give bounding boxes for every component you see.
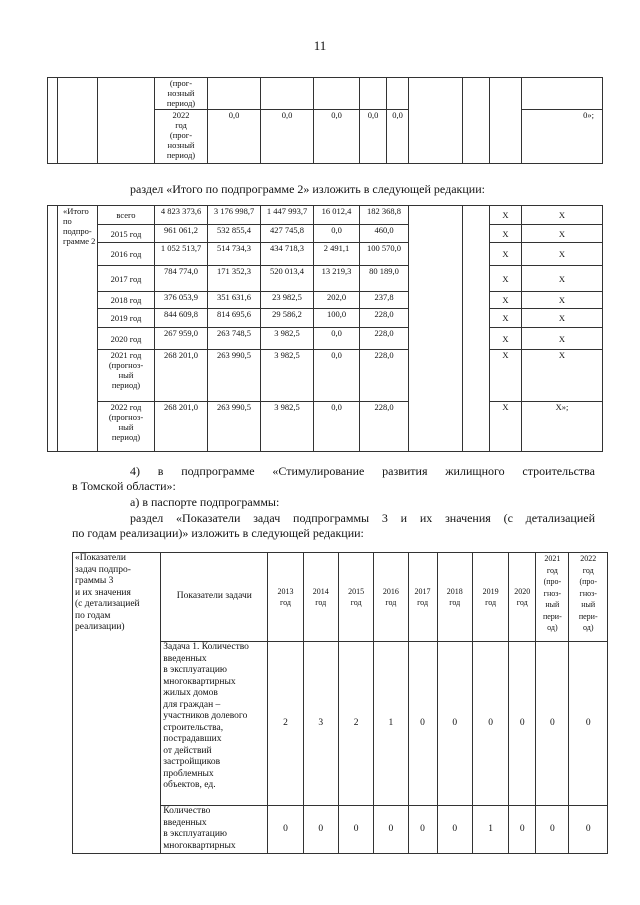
task-line: Задача 1. Количество bbox=[163, 642, 249, 652]
value-cell: 0»; bbox=[522, 110, 603, 164]
empty-cell bbox=[48, 206, 58, 452]
x-cell: Х bbox=[490, 309, 522, 328]
value-cell: 520 013,4 bbox=[261, 266, 314, 292]
label-line: по годам bbox=[75, 610, 111, 621]
value-cell: 3 982,5 bbox=[261, 350, 314, 402]
x-cell: Х bbox=[490, 266, 522, 292]
value-cell bbox=[261, 78, 314, 110]
period-cell: 2019 год bbox=[98, 309, 155, 328]
year-line: 2018 bbox=[446, 586, 463, 596]
value-cell: 228,0 bbox=[360, 309, 409, 328]
value-cell: 0 bbox=[437, 806, 472, 854]
value-cell: 267 959,0 bbox=[155, 328, 208, 350]
task-cell bbox=[161, 806, 268, 854]
value-cell: 0 bbox=[303, 806, 338, 854]
label-line: подпро- bbox=[63, 226, 92, 236]
year-header bbox=[408, 553, 437, 642]
task-cell bbox=[161, 642, 268, 806]
x-cell: Х bbox=[522, 350, 603, 402]
value-cell: 228,0 bbox=[360, 328, 409, 350]
task-line: введенных bbox=[163, 817, 207, 828]
value-cell: 434 718,3 bbox=[261, 243, 314, 266]
period-line: период) bbox=[166, 150, 196, 160]
value-cell bbox=[387, 78, 409, 110]
x-cell: Х bbox=[522, 243, 603, 266]
value-cell: 268 201,0 bbox=[155, 350, 208, 402]
period-line: (прог- bbox=[169, 78, 193, 88]
x-cell: Х bbox=[522, 328, 603, 350]
year-line: год bbox=[279, 598, 291, 607]
x-cell: Х bbox=[490, 328, 522, 350]
label-line: (с детализацией bbox=[75, 599, 140, 609]
year-line: 2016 bbox=[382, 586, 399, 596]
year-line: год bbox=[417, 598, 429, 607]
period-line: год bbox=[175, 120, 187, 130]
year-line: гноз- bbox=[543, 588, 562, 598]
year-line: 2015 bbox=[348, 586, 365, 596]
paragraph-itogo: раздел «Итого по подпрограмме 2» изложить в следующей редакции: bbox=[130, 182, 485, 196]
label-line: реализации) bbox=[75, 622, 125, 632]
value-cell: 29 586,2 bbox=[261, 309, 314, 328]
task-line: жилых домов bbox=[163, 688, 218, 698]
value-cell: 1 052 513,7 bbox=[155, 243, 208, 266]
period-cell: 2016 год bbox=[98, 243, 155, 266]
year-header bbox=[303, 553, 338, 642]
itogo-label bbox=[58, 206, 98, 452]
year-line: пери- bbox=[578, 611, 598, 621]
value-cell bbox=[522, 78, 603, 110]
empty-cell bbox=[58, 78, 98, 164]
paragraph-passport: а) в паспорте подпрограммы: bbox=[130, 495, 280, 509]
label-line: граммы 3 bbox=[75, 576, 114, 586]
period-line: 2021 год bbox=[110, 350, 142, 360]
value-cell: 263 990,5 bbox=[208, 402, 261, 452]
value-cell: 0 bbox=[437, 642, 472, 806]
year-header bbox=[472, 553, 508, 642]
value-cell: 0 bbox=[509, 642, 536, 806]
x-cell: Х bbox=[490, 350, 522, 402]
value-cell: 0 bbox=[536, 806, 569, 854]
value-cell: 0 bbox=[338, 806, 373, 854]
year-line: год bbox=[449, 598, 461, 607]
label-line: грамме 2 bbox=[63, 236, 96, 246]
period-cell bbox=[155, 110, 208, 164]
value-cell: 351 631,6 bbox=[208, 292, 261, 309]
value-cell: 100,0 bbox=[314, 309, 360, 328]
value-cell: 268 201,0 bbox=[155, 402, 208, 452]
label-line: задач подпро- bbox=[75, 564, 131, 575]
value-cell: 23 982,5 bbox=[261, 292, 314, 309]
value-cell: 460,0 bbox=[360, 225, 409, 243]
value-cell: 0,0 bbox=[314, 350, 360, 402]
task-line: для граждан – bbox=[163, 699, 221, 710]
year-line: 2013 bbox=[277, 586, 294, 596]
year-line: 2014 bbox=[312, 586, 329, 596]
task-line: введенных bbox=[163, 653, 207, 664]
period-line: ный bbox=[118, 422, 134, 432]
year-header bbox=[569, 553, 608, 642]
indicators-label bbox=[73, 553, 161, 854]
value-cell: 0,0 bbox=[314, 225, 360, 243]
period-cell: 2017 год bbox=[98, 266, 155, 292]
task-line: строительства, bbox=[163, 722, 224, 733]
x-cell: Х»; bbox=[522, 402, 603, 452]
period-cell: всего bbox=[98, 206, 155, 225]
year-line: 2019 bbox=[482, 586, 499, 596]
value-cell: 532 855,4 bbox=[208, 225, 261, 243]
paragraph-item4-line1: 4) в подпрограмме «Стимулирование развития жилищного строительства bbox=[130, 464, 595, 478]
value-cell: 0 bbox=[408, 806, 437, 854]
value-cell: 0 bbox=[472, 642, 508, 806]
label-line: «Итого по bbox=[63, 206, 89, 226]
empty-cell bbox=[463, 206, 490, 452]
value-cell: 0,0 bbox=[314, 328, 360, 350]
value-cell: 784 774,0 bbox=[155, 266, 208, 292]
year-header bbox=[437, 553, 472, 642]
value-cell: 263 748,5 bbox=[208, 328, 261, 350]
year-line: (про- bbox=[579, 577, 598, 586]
value-cell: 0,0 bbox=[387, 110, 409, 164]
empty-cell bbox=[409, 78, 463, 164]
x-cell: Х bbox=[522, 309, 603, 328]
task-line: в эксплуатацию bbox=[163, 829, 227, 839]
year-line: ный bbox=[545, 600, 560, 609]
value-cell: 182 368,8 bbox=[360, 206, 409, 225]
period-line: 2022 год bbox=[110, 402, 142, 412]
year-line: од) bbox=[582, 623, 594, 632]
value-cell bbox=[208, 78, 261, 110]
value-cell: 0 bbox=[268, 806, 303, 854]
value-cell: 0 bbox=[536, 642, 569, 806]
value-cell: 237,8 bbox=[360, 292, 409, 309]
period-line: (прогноз- bbox=[108, 412, 144, 422]
value-cell: 427 745,8 bbox=[261, 225, 314, 243]
value-cell: 1 447 993,7 bbox=[261, 206, 314, 225]
value-cell: 0 bbox=[569, 806, 608, 854]
value-cell: 814 695,6 bbox=[208, 309, 261, 328]
year-line: од) bbox=[547, 623, 558, 632]
value-cell: 0 bbox=[374, 806, 408, 854]
paragraph-section-line1: раздел «Показатели задач подпрограммы 3 и их значения (с детализацией bbox=[130, 511, 595, 525]
value-cell: 3 982,5 bbox=[261, 402, 314, 452]
year-header bbox=[374, 553, 408, 642]
value-cell: 0 bbox=[569, 642, 608, 806]
task-line: от действий bbox=[163, 745, 212, 756]
year-header bbox=[536, 553, 569, 642]
value-cell: 844 609,8 bbox=[155, 309, 208, 328]
year-line: 2017 bbox=[414, 586, 431, 596]
value-cell: 961 061,2 bbox=[155, 225, 208, 243]
value-cell: 3 176 998,7 bbox=[208, 206, 261, 225]
value-cell: 1 bbox=[374, 642, 408, 806]
value-cell: 514 734,3 bbox=[208, 243, 261, 266]
task-line: участников долевого bbox=[163, 711, 248, 721]
period-line: ный bbox=[118, 370, 134, 380]
value-cell: 0,0 bbox=[208, 110, 261, 164]
year-line: год bbox=[582, 565, 594, 575]
value-cell: 2 491,1 bbox=[314, 243, 360, 266]
paragraph-section-line2: по годам реализации)» изложить в следующей редакции: bbox=[72, 526, 364, 540]
task-line: многоквартирных bbox=[163, 840, 236, 851]
x-cell: Х bbox=[522, 292, 603, 309]
value-cell: 171 352,3 bbox=[208, 266, 261, 292]
value-cell: 202,0 bbox=[314, 292, 360, 309]
year-line: ный bbox=[581, 600, 596, 609]
period-line: период) bbox=[111, 380, 141, 390]
x-cell: Х bbox=[490, 402, 522, 452]
paragraph-item4-line2: в Томской области»: bbox=[72, 479, 176, 493]
empty-cell bbox=[463, 78, 490, 164]
x-cell: Х bbox=[490, 206, 522, 225]
value-cell: 0,0 bbox=[314, 402, 360, 452]
period-line: период) bbox=[111, 432, 141, 442]
period-cell bbox=[155, 78, 208, 110]
year-line: год bbox=[350, 598, 362, 607]
value-cell bbox=[314, 78, 360, 110]
year-line: год bbox=[516, 598, 528, 607]
period-line: 2022 bbox=[172, 110, 190, 120]
empty-cell bbox=[48, 78, 58, 164]
page-number: 11 bbox=[313, 38, 327, 53]
year-line: 2020 bbox=[514, 586, 531, 596]
value-cell: 0 bbox=[408, 642, 437, 806]
value-cell: 2 bbox=[338, 642, 373, 806]
header-task: Показатели задачи bbox=[161, 553, 268, 642]
task-line: застройщиков bbox=[163, 757, 221, 767]
empty-cell bbox=[409, 206, 463, 452]
x-cell: Х bbox=[522, 206, 603, 225]
task-line: многоквартирных bbox=[163, 676, 236, 687]
period-line: нозный bbox=[167, 88, 195, 98]
empty-cell bbox=[490, 78, 522, 164]
year-line: год bbox=[546, 565, 558, 575]
task-line: Количество bbox=[163, 806, 211, 816]
year-line: (про- bbox=[543, 577, 562, 586]
table-itogo bbox=[47, 205, 603, 452]
year-header bbox=[268, 553, 303, 642]
value-cell: 2 bbox=[268, 642, 303, 806]
period-cell: 2015 год bbox=[98, 225, 155, 243]
year-line: год bbox=[485, 598, 497, 607]
table-continuation bbox=[47, 77, 603, 164]
task-line: в эксплуатацию bbox=[163, 665, 227, 675]
task-line: проблемных bbox=[163, 768, 214, 779]
value-cell: 0,0 bbox=[314, 110, 360, 164]
x-cell: Х bbox=[490, 225, 522, 243]
value-cell: 0,0 bbox=[360, 110, 387, 164]
year-header bbox=[509, 553, 536, 642]
table-indicators bbox=[72, 552, 608, 854]
year-line: пери- bbox=[542, 611, 562, 621]
value-cell: 228,0 bbox=[360, 350, 409, 402]
value-cell: 263 990,5 bbox=[208, 350, 261, 402]
year-line: гноз- bbox=[579, 588, 597, 598]
year-line: год bbox=[385, 598, 397, 607]
period-line: нозный bbox=[167, 140, 195, 150]
period-cell bbox=[98, 402, 155, 452]
period-line: (прогноз- bbox=[108, 360, 144, 370]
period-cell: 2018 год bbox=[98, 292, 155, 309]
value-cell: 376 053,9 bbox=[155, 292, 208, 309]
value-cell: 3 982,5 bbox=[261, 328, 314, 350]
year-line: год bbox=[315, 598, 327, 607]
value-cell: 3 bbox=[303, 642, 338, 806]
year-header bbox=[338, 553, 373, 642]
year-line: 2022 bbox=[580, 554, 597, 563]
value-cell: 13 219,3 bbox=[314, 266, 360, 292]
x-cell: Х bbox=[522, 225, 603, 243]
value-cell: 0 bbox=[509, 806, 536, 854]
label-line: и их значения bbox=[75, 587, 131, 598]
x-cell: Х bbox=[490, 292, 522, 309]
value-cell: 0,0 bbox=[261, 110, 314, 164]
value-cell: 228,0 bbox=[360, 402, 409, 452]
x-cell: Х bbox=[522, 266, 603, 292]
value-cell: 16 012,4 bbox=[314, 206, 360, 225]
task-line: пострадавших bbox=[163, 734, 222, 744]
value-cell bbox=[360, 78, 387, 110]
value-cell: 100 570,0 bbox=[360, 243, 409, 266]
empty-cell bbox=[98, 78, 155, 164]
period-line: (прог- bbox=[169, 130, 193, 140]
label-line: «Показатели bbox=[75, 553, 126, 563]
year-line: 2021 bbox=[544, 554, 561, 563]
period-line: период) bbox=[166, 98, 196, 108]
task-line: объектов, ед. bbox=[163, 780, 216, 790]
period-cell: 2020 год bbox=[98, 328, 155, 350]
value-cell: 80 189,0 bbox=[360, 266, 409, 292]
value-cell: 1 bbox=[472, 806, 508, 854]
x-cell: Х bbox=[490, 243, 522, 266]
period-cell bbox=[98, 350, 155, 402]
value-cell: 4 823 373,6 bbox=[155, 206, 208, 225]
